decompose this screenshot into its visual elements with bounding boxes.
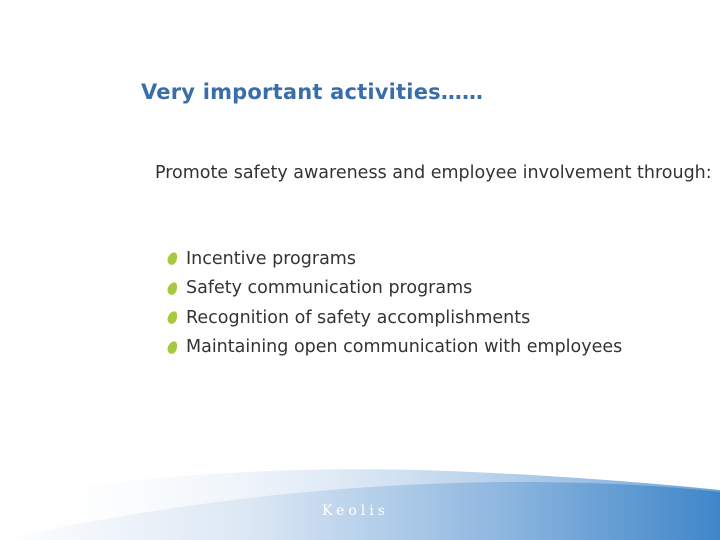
leaf-bullet-icon xyxy=(166,281,179,296)
leaf-bullet-icon xyxy=(166,340,179,355)
bullet-label: Recognition of safety accomplishments xyxy=(186,307,531,328)
bullet-list xyxy=(168,244,622,362)
list-item xyxy=(168,303,622,333)
intro-text: Promote safety awareness and employee involvement through: xyxy=(155,163,712,183)
list-item xyxy=(168,274,622,304)
leaf-bullet-icon xyxy=(166,251,179,266)
bullet-label: Safety communication programs xyxy=(186,278,473,299)
keolis-logo: Keolis xyxy=(322,503,389,519)
slide-title: Very important activities…… xyxy=(141,80,484,104)
bullet-label: Incentive programs xyxy=(186,248,356,269)
leaf-bullet-icon xyxy=(166,310,179,325)
bullet-label: Maintaining open communication with employees xyxy=(186,337,623,358)
list-item xyxy=(168,244,622,274)
list-item xyxy=(168,333,622,363)
